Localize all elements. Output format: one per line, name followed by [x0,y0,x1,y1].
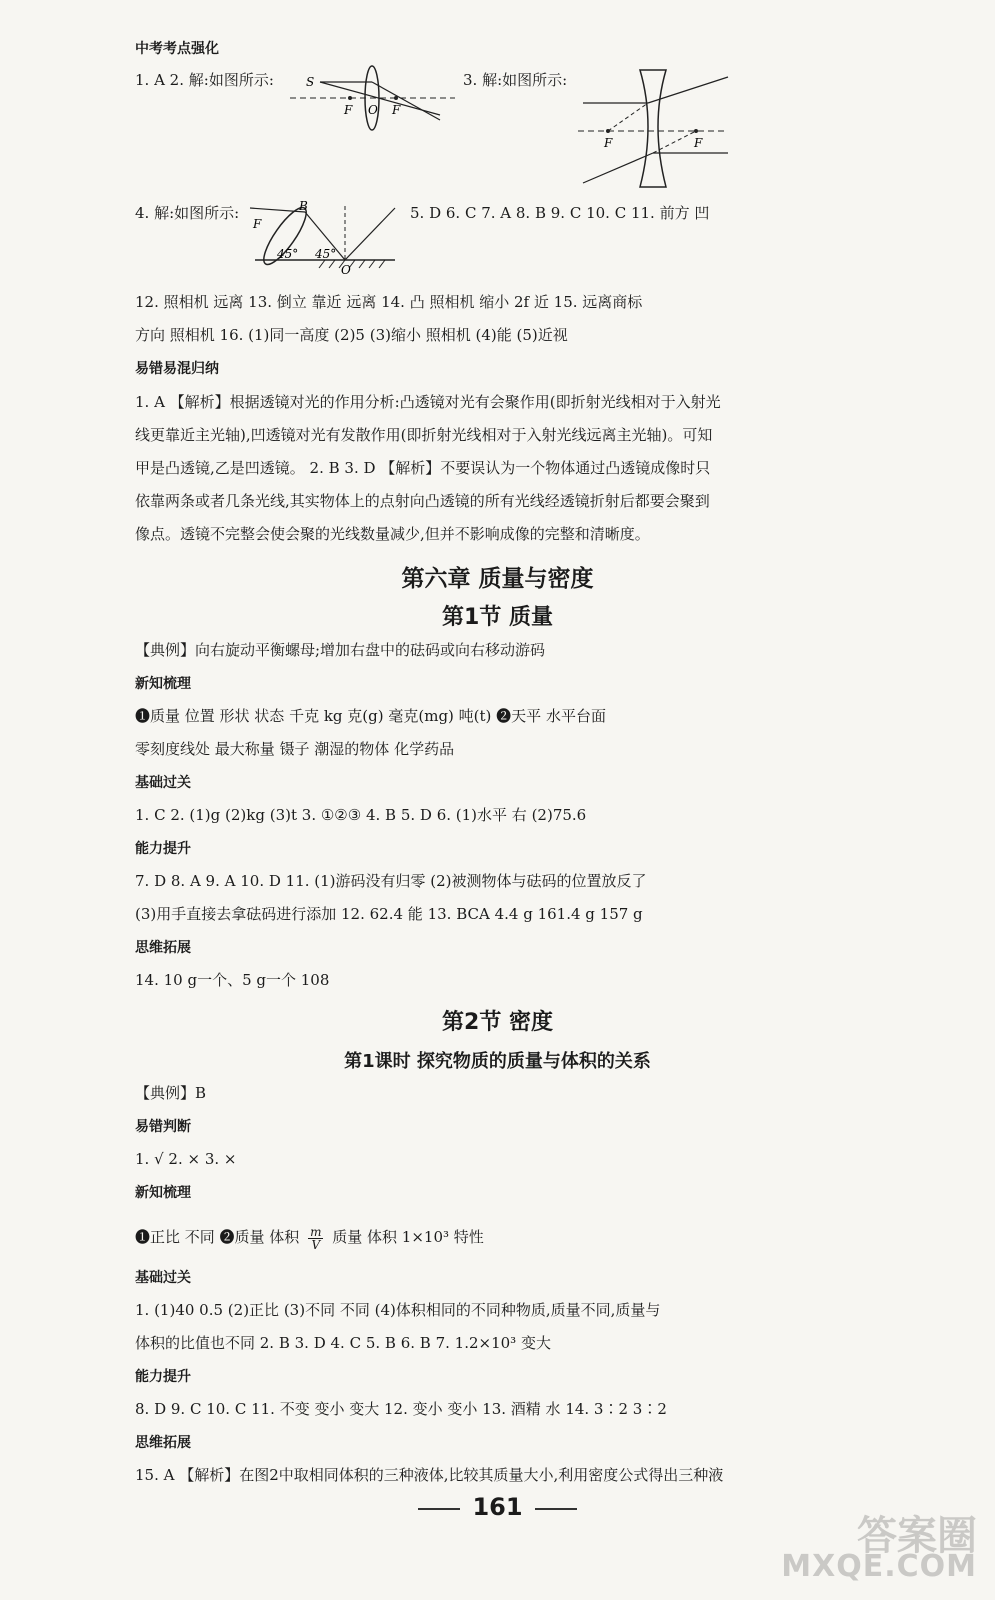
xinzhi-1-line-b: 零刻度线处 最大称量 镊子 潮湿的物体 化学药品 [135,740,455,758]
section-siwei-1: 思维拓展 [135,940,191,956]
answer-line-3: 3. 解:如图所示: [463,71,568,89]
explain-line-3: 甲是凸透镜,乙是凹透镜。 2. B 3. D 【解析】不要误认为一个物体通过凸透镜成像时只 [135,459,711,477]
label-F: F [253,217,262,231]
convex-lens-diagram [290,60,460,130]
section-xinzhi-1: 新知梳理 [135,676,191,692]
concave-lens-diagram [578,65,738,190]
page-number-dash-right [535,1508,577,1510]
section-siwei-2: 思维拓展 [135,1435,191,1451]
watermark-logo [781,1504,977,1584]
xinzhi-2-pre: ❶正比 不同 ❷质量 体积 [135,1228,300,1246]
explain-line-5: 像点。透镜不完整会使会聚的光线数量减少,但并不影响成像的完整和清晰度。 [135,525,650,543]
section-nengli-1: 能力提升 [135,841,191,857]
nengli-2-line: 8. D 9. C 10. C 11. 不变 变小 变大 12. 变小 变小 13. 酒精 水 14. 3∶2 3∶2 [135,1400,667,1418]
section-jichu-2: 基础过关 [135,1270,191,1286]
label-F-right: F [392,103,401,117]
dianli-2: 【典例】B [135,1084,207,1102]
xinzhi-2-post: 质量 体积 1×10³ 特性 [332,1228,484,1246]
siwei-1-line: 14. 10 g一个、5 g一个 108 [135,971,330,989]
answer-line-4: 4. 解:如图所示: [135,204,240,222]
section-xinzhi-2: 新知梳理 [135,1185,191,1201]
label-F-left: F [604,136,613,150]
label-F-left: F [344,103,353,117]
section-yicuo-panduan: 易错判断 [135,1119,191,1135]
lesson-1-title: 第1课时 探究物质的质量与体积的关系 [344,1051,651,1072]
label-O: O [341,263,351,277]
jichu-1-line: 1. C 2. (1)g (2)kg (3)t 3. ①②③ 4. B 5. D 6. (1)水平 右 (2)75.6 [135,806,587,824]
section-1-title: 第1节 质量 [442,605,553,630]
nengli-1-line-b: (3)用手直接去拿砝码进行添加 12. 62.4 能 13. BCA 4.4 g 161.4 g 157 g [135,905,643,923]
jichu-2-line-b: 体积的比值也不同 2. B 3. D 4. C 5. B 6. B 7. 1.2×10³ 变大 [135,1334,551,1352]
dianli-1: 【典例】向右旋动平衡螺母;增加右盘中的砝码或向右移动游码 [135,641,546,659]
explain-line-4: 依靠两条或者几条光线,其实物体上的点射向凸透镜的所有光线经透镜折射后都要会聚到 [135,492,710,510]
section-nengli-2: 能力提升 [135,1369,191,1385]
watermark-bottom: MXQE.COM [781,1549,977,1584]
xinzhi-1-line-a: ❶质量 位置 形状 状态 千克 kg 克(g) 毫克(mg) 吨(t) ❷天平 水平台面 [135,707,606,725]
label-angle-left: 45° [277,247,299,261]
label-F-right: F [694,136,703,150]
density-fraction [308,1226,323,1251]
lens-mirror-diagram [245,198,430,278]
answer-line-12: 12. 照相机 远离 13. 倒立 靠近 远离 14. 凸 照相机 缩小 2f 近 15. 远离商标 [135,293,643,311]
fraction-denominator: V [311,1237,321,1252]
answer-line-13: 方向 照相机 16. (1)同一高度 (2)5 (3)缩小 照相机 (4)能 (5)近视 [135,326,568,344]
siwei-2-line: 15. A 【解析】在图2中取相同体积的三种液体,比较其质量大小,利用密度公式得出三种液 [135,1466,724,1484]
nengli-1-line-a: 7. D 8. A 9. A 10. D 11. (1)游码没有归零 (2)被测物体与砝码的位置放反了 [135,872,647,890]
label-O: O [368,103,378,117]
chapter-title: 第六章 质量与密度 [401,566,594,592]
page-number: 161 [472,1493,523,1521]
fraction-numerator: m [310,1224,322,1239]
section-2-title: 第2节 密度 [442,1010,553,1035]
section-zhongkao: 中考考点强化 [135,41,219,57]
yicuo-panduan-line: 1. √ 2. × 3. × [135,1150,237,1168]
jichu-2-line-a: 1. (1)40 0.5 (2)正比 (3)不同 不同 (4)体积相同的不同种物质,质量不同,质量与 [135,1301,661,1319]
answer-line-1: 1. A 2. 解:如图所示: [135,71,274,89]
explain-line-2: 线更靠近主光轴),凹透镜对光有发散作用(即折射光线相对于入射光线远离主光轴)。可知 [135,426,713,444]
section-jichu-1: 基础过关 [135,775,191,791]
label-B: B [299,199,308,213]
xinzhi-2-line [135,1222,775,1252]
answer-line-5-11: 5. D 6. C 7. A 8. B 9. C 10. C 11. 前方 凹 [410,204,710,222]
section-yicuo-guina: 易错易混归纳 [135,361,219,377]
explain-line-1: 1. A 【解析】根据透镜对光的作用分析:凸透镜对光有会聚作用(即折射光线相对于入射光 [135,393,721,411]
label-angle-right: 45° [315,247,337,261]
label-S: S [306,75,315,89]
watermark-top: 答案圈 [857,1513,977,1559]
